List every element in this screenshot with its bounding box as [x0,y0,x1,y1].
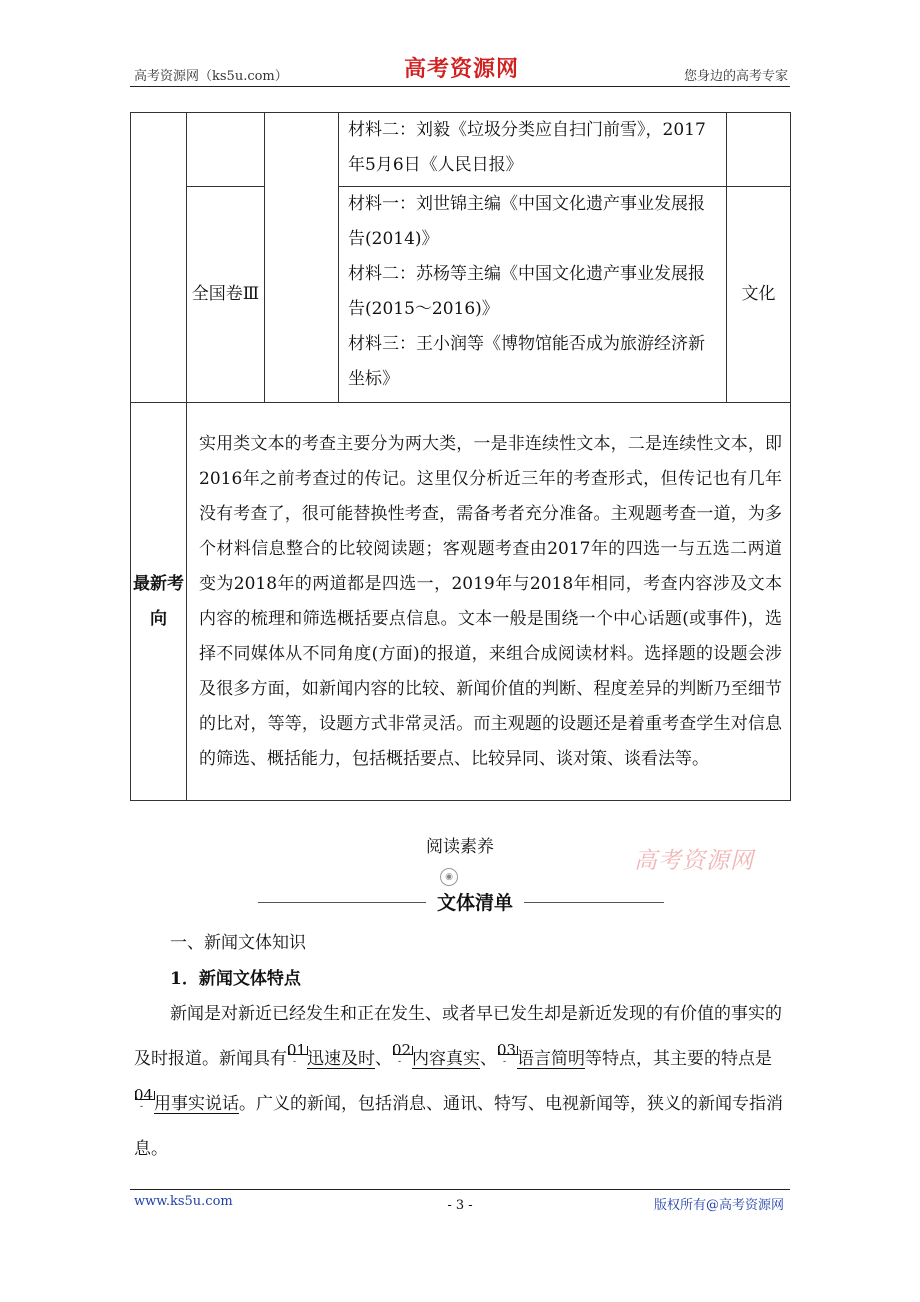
blank-answer: 迅速及时 [307,1049,375,1069]
blank-answer: 语言简明 [517,1049,585,1069]
exam-info-table [130,112,791,801]
header-logo: 高考资源网 [404,56,520,82]
table-row [131,113,791,187]
blank-answer: 用事实说话 [154,1094,239,1114]
paragraph-text: 新闻是对新近已经发生和正在发生、或者早已发生却是新近发现的有价值的事实的及时报道。新闻具有 [134,1004,782,1069]
category-cell: 文化 [727,187,791,403]
location-pin-icon: ◉ [440,868,458,886]
blank-number-02: 02 - [392,1041,412,1067]
table-row [131,187,791,403]
heading-level2: 1．新闻文体特点 [170,969,301,989]
table-cell-empty [265,113,339,403]
footer-copyright[interactable]: 版权所有@高考资源网 [653,1198,784,1213]
material-item: 材料一：刘世锦主编《中国文化遗产事业发展报告(2014)》 [348,194,705,249]
heading-level1: 一、新闻文体知识 [170,933,306,953]
watermark: 高考资源网 [634,848,754,874]
header-site-name: 高考资源网（ks5u.com） [134,69,288,84]
paragraph-text: 等特点，其主要的特点是 [585,1049,772,1069]
blank-answer: 内容真实 [412,1049,480,1069]
trend-text-cell: 实用类文本的考查主要分为两大类，一是非连续性文本，二是连续性文本，即2016年之前考查过的传记。这里仅分析近三年的考查形式，但传记也有几年没有考查了，很可能替换性考查，需备考者充分准备。主观题考查一道，为多个材料信息整合的比较阅读题；客观题考查由2017年的四选一与五选二两道变为2018年的两道都是四选一，2019年与2018年相同，考查内容涉及文本内容的梳理和筛选概括要点信息。文本一般是围绕一个中心话题(或事件)，选择不同媒体从不同角度(方面)的报道，来组合成阅读材料。选择题的设题会涉及很多方面，如新闻内容的比较、新闻价值的判断、程度差异的判断乃至细节的比对，等等，设题方式非常灵活。而主观题的设题还是着重考查学生对信息的筛选、概括能力，包括概括要点、比较异同、谈对策、谈看法等。 [187,403,791,801]
material-cell: 材料二：刘毅《垃圾分类应自扫门前雪》，2017年5月6日《人民日报》 [339,113,727,187]
table-cell-empty [187,113,265,187]
trend-label-cell: 最新考向 [131,403,187,801]
table-cell-empty [727,113,791,187]
header-divider [130,86,790,87]
table-cell-empty [131,113,187,403]
paragraph-text: 。广义的新闻，包括消息、通讯、特写、电视新闻等，狭义的新闻专指消息。 [134,1094,783,1159]
header-slogan: 您身边的高考专家 [683,69,788,84]
materials-cell [339,187,727,403]
banner-title: 文体清单 [436,892,513,914]
region-cell: 全国卷Ⅲ [187,187,265,403]
section-title: 阅读素养 [426,837,494,857]
news-paragraph: 新闻是对新近已经发生和正在发生、或者早已发生却是新近发现的有价值的事实的及时报道。新闻具有 01 - 迅速及时、 02 - 内容真实、 03 - 语言简明等特点，其主要的特点是 04 - 用事实说话。广义的新闻，包括消息、通讯、特写、电视新闻等，狭义的新闻专指消息。 [134,1004,783,1159]
blank-number-03: 03 - [497,1041,517,1067]
footer-url[interactable]: www.ks5u.com [134,1194,233,1209]
blank-number-01: 01 - [287,1041,307,1067]
material-item: 材料二：苏杨等主编《中国文化遗产事业发展报告(2015～2016)》 [348,264,705,319]
blank-number-04: 04 - [134,1086,154,1112]
table-row [131,403,791,801]
banner-rule-right [524,902,664,903]
material-item: 材料三：王小润等《博物馆能否成为旅游经济新坐标》 [348,334,705,389]
banner-rule-left [258,902,426,903]
footer-divider [130,1189,790,1190]
page-number: - 3 - [447,1198,473,1213]
